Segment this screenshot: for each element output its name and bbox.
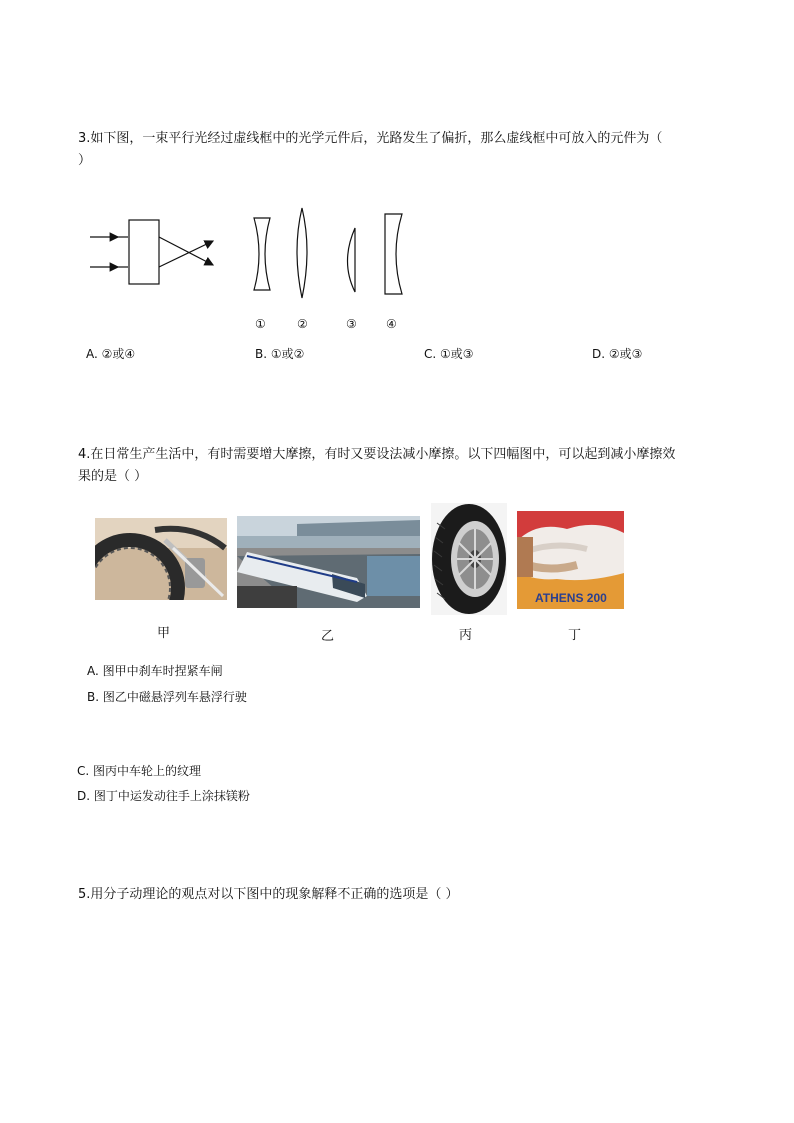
option-text: ①或③ [440, 347, 474, 361]
lens-1-concave [254, 218, 270, 290]
caption-jia: 甲 [157, 626, 171, 641]
outgoing-ray-1 [159, 237, 213, 265]
lens-4-plano-concave [385, 214, 402, 294]
option-text: 图丙中车轮上的纹理 [93, 764, 202, 778]
optical-element-box [129, 220, 159, 284]
option-text: ①或② [270, 347, 305, 361]
option-text: 图丁中运发动往手上涂抹镁粉 [93, 789, 250, 803]
option-text: ②或④ [101, 347, 136, 361]
option-label: A. [86, 347, 98, 361]
q3-stem [78, 128, 758, 172]
element-number-2: ② [297, 317, 308, 331]
option-label: D. [77, 789, 91, 803]
element-number-4: ④ [386, 317, 397, 331]
q4-stem-line1: 4.在日常生产生活中，有时需要增大摩擦，有时又要设法减小摩擦。以下四幅图中，可以起到减小摩擦效 [78, 447, 676, 462]
q4-option-c[interactable] [77, 762, 201, 780]
caption-yi: 乙 [321, 629, 335, 644]
option-label: C. [77, 764, 90, 778]
option-text: ②或③ [608, 347, 643, 361]
option-label: C. [424, 347, 437, 361]
lens-2-convex [297, 208, 307, 298]
q3-optics-diagram [80, 200, 420, 340]
element-number-3: ③ [346, 317, 357, 331]
caption-ding: 丁 [568, 628, 582, 643]
option-text: 图甲中刹车时捏紧车闸 [102, 664, 223, 678]
lens-3-plano-convex [348, 228, 356, 292]
element-number-1: ① [255, 317, 266, 331]
option-label: D. [592, 347, 606, 361]
option-label: B. [87, 690, 100, 704]
q4-stem [78, 444, 758, 488]
q4-option-a[interactable] [87, 662, 223, 680]
photo-bicycle-brake [95, 518, 227, 600]
outgoing-ray-2 [159, 241, 213, 267]
q4-option-d[interactable] [77, 787, 250, 805]
photo-athens-text: ATHENS 200 [535, 591, 607, 605]
photo-maglev-train [237, 516, 420, 608]
q3-option-c[interactable] [424, 345, 474, 363]
q4-stem-line2: 果的是（ ） [78, 469, 148, 484]
option-text: 图乙中磁悬浮列车悬浮行驶 [102, 690, 247, 704]
q3-stem-line2: ） [78, 153, 92, 168]
q3-stem-line1: 3.如下图，一束平行光经过虚线框中的光学元件后，光路发生了偏折，那么虚线框中可放入的元件为（ [78, 131, 663, 146]
q4-option-b[interactable] [87, 688, 247, 706]
photo-tire [431, 503, 507, 615]
photo-chalk-hands [517, 511, 624, 609]
q3-option-a[interactable] [86, 345, 135, 363]
q3-option-b[interactable] [255, 345, 304, 363]
option-label: B. [255, 347, 268, 361]
q5-stem: 5.用分子动理论的观点对以下图中的现象解释不正确的选项是（ ） [78, 887, 459, 902]
q3-option-d[interactable] [592, 345, 642, 363]
caption-bing: 丙 [459, 628, 473, 643]
option-label: A. [87, 664, 99, 678]
